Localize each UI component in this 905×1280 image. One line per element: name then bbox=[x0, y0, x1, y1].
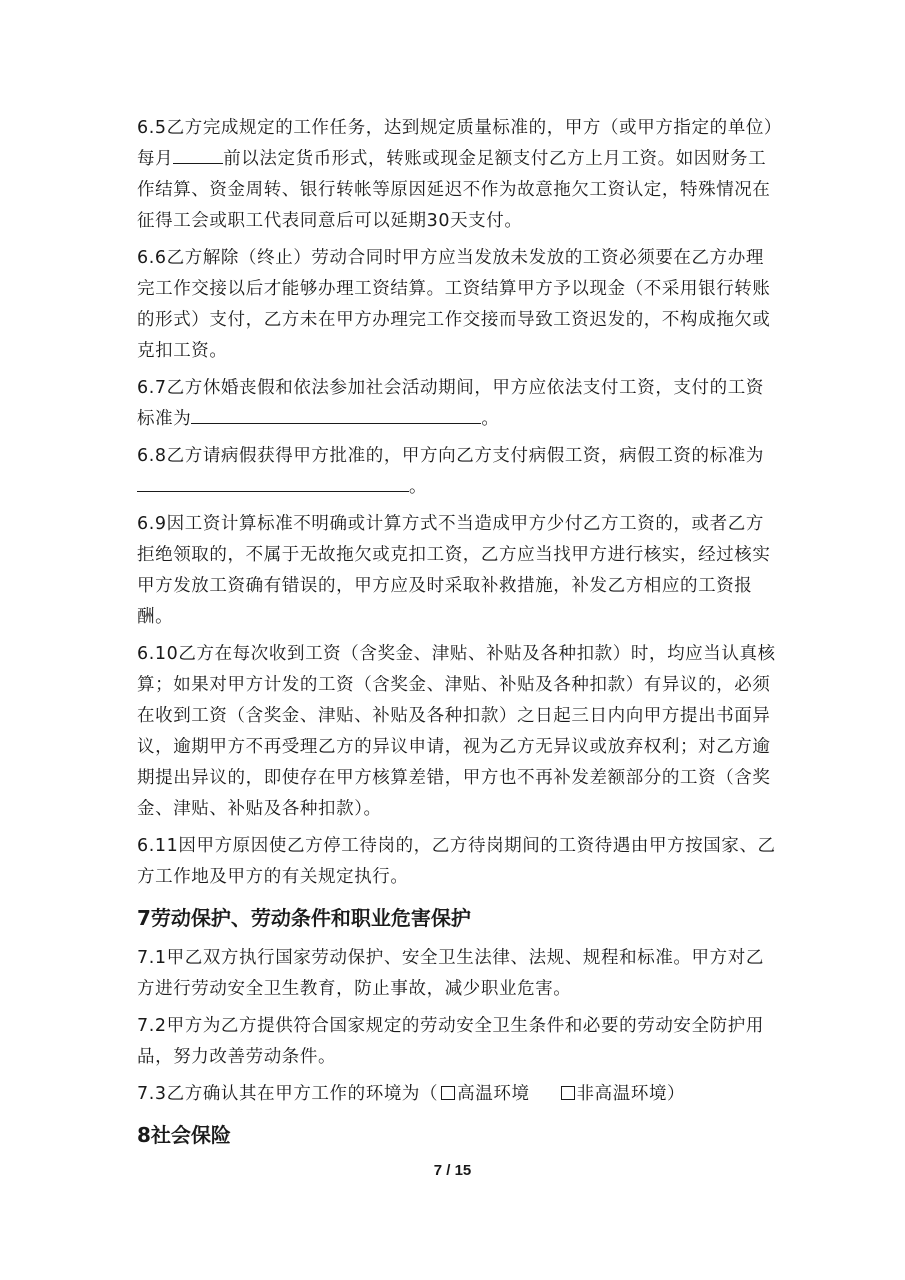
page-separator: / bbox=[446, 1162, 451, 1179]
non-high-temp-checkbox[interactable] bbox=[561, 1086, 575, 1100]
non-high-temp-label: 非高温环境 bbox=[576, 1084, 668, 1104]
clause-6-8-end: 。 bbox=[409, 477, 428, 497]
clause-7-1: 7.1甲乙双方执行国家劳动保护、安全卫生法律、法规、规程和标准。甲方对乙方进行劳动安全卫生教育，防止事故，减少职业危害。 bbox=[137, 948, 764, 999]
clause-7-3-end: ） bbox=[667, 1084, 686, 1104]
current-page: 7 bbox=[433, 1162, 443, 1179]
total-pages: 15 bbox=[454, 1162, 472, 1179]
page-number bbox=[0, 1162, 905, 1179]
clause-6-9: 6.9因工资计算标准不明确或计算方式不当造成甲方少付乙方工资的，或者乙方拒绝领取的，不属于无故拖欠或克扣工资，乙方应当找甲方进行核实，经过核实甲方发放工资确有错误的，甲方应及时采取补救措施，补发乙方相应的工资报酬。 bbox=[137, 514, 771, 627]
clause-6-10: 6.10乙方在每次收到工资（含奖金、津贴、补贴及各种扣款）时，均应当认真核算；如果对甲方计发的工资（含奖金、津贴、补贴及各种扣款）有异议的，必须在收到工资（含奖金、津贴、补贴及各种扣款）之日起三日内向甲方提出书面异议，逾期甲方不再受理乙方的异议申请，视为乙方无异议或放弃权利；对乙方逾期提出异议的，即使存在甲方核算差错，甲方也不再补发差额部分的工资（含奖金、津贴、补贴及各种扣款）。 bbox=[137, 644, 776, 819]
clause-6-7-end: 。 bbox=[481, 409, 500, 429]
leave-wage-standard-blank[interactable] bbox=[191, 405, 481, 424]
clause-6-5-text-b: 前以法定货币形式，转账或现金足额支付乙方上月工资。如因财务工作结算、资金周转、银行转帐等原因延迟不作为故意拖欠工资认定，特殊情况在征得工会或职工代表同意后可以延期30天支付。 bbox=[137, 149, 771, 231]
clause-7-3-text: 7.3乙方确认其在甲方工作的环境为（ bbox=[137, 1084, 439, 1104]
document-body bbox=[137, 113, 777, 1160]
clause-6-7-text: 6.7乙方休婚丧假和依法参加社会活动期间，甲方应依法支付工资，支付的工资标准为 bbox=[137, 378, 764, 429]
clause-6-7 bbox=[137, 373, 777, 435]
clause-6-8-text: 6.8乙方请病假获得甲方批准的，甲方向乙方支付病假工资，病假工资的标准为 bbox=[137, 446, 764, 466]
clause-6-5 bbox=[137, 113, 777, 237]
clause-7-2: 7.2甲方为乙方提供符合国家规定的劳动安全卫生条件和必要的劳动安全防护用品，努力改善劳动条件。 bbox=[137, 1016, 764, 1067]
sick-wage-standard-blank[interactable] bbox=[137, 473, 409, 492]
section-7-heading: 7劳动保护、劳动条件和职业危害保护 bbox=[137, 906, 471, 930]
clause-6-8 bbox=[137, 441, 777, 503]
clause-6-11: 6.11因甲方原因使乙方停工待岗的，乙方待岗期间的工资待遇由甲方按国家、乙方工作地及甲方的有关规定执行。 bbox=[137, 836, 776, 887]
section-8-heading: 8社会保险 bbox=[137, 1123, 231, 1147]
clause-6-6: 6.6乙方解除（终止）劳动合同时甲方应当发放未发放的工资必须要在乙方办理完工作交接以后才能够办理工资结算。工资结算甲方予以现金（不采用银行转账的形式）支付，乙方未在甲方办理完工作交接而导致工资迟发的，不构成拖欠或克扣工资。 bbox=[137, 248, 771, 361]
payday-blank[interactable] bbox=[173, 145, 223, 164]
clause-7-3 bbox=[137, 1079, 777, 1110]
high-temp-checkbox[interactable] bbox=[441, 1086, 455, 1100]
clause-6-5-text-a: 6.5乙方完成规定的工作任务，达到规定质量标准的，甲方（或甲方指定的单位）每月 bbox=[137, 118, 774, 169]
high-temp-label: 高温环境 bbox=[457, 1084, 530, 1104]
